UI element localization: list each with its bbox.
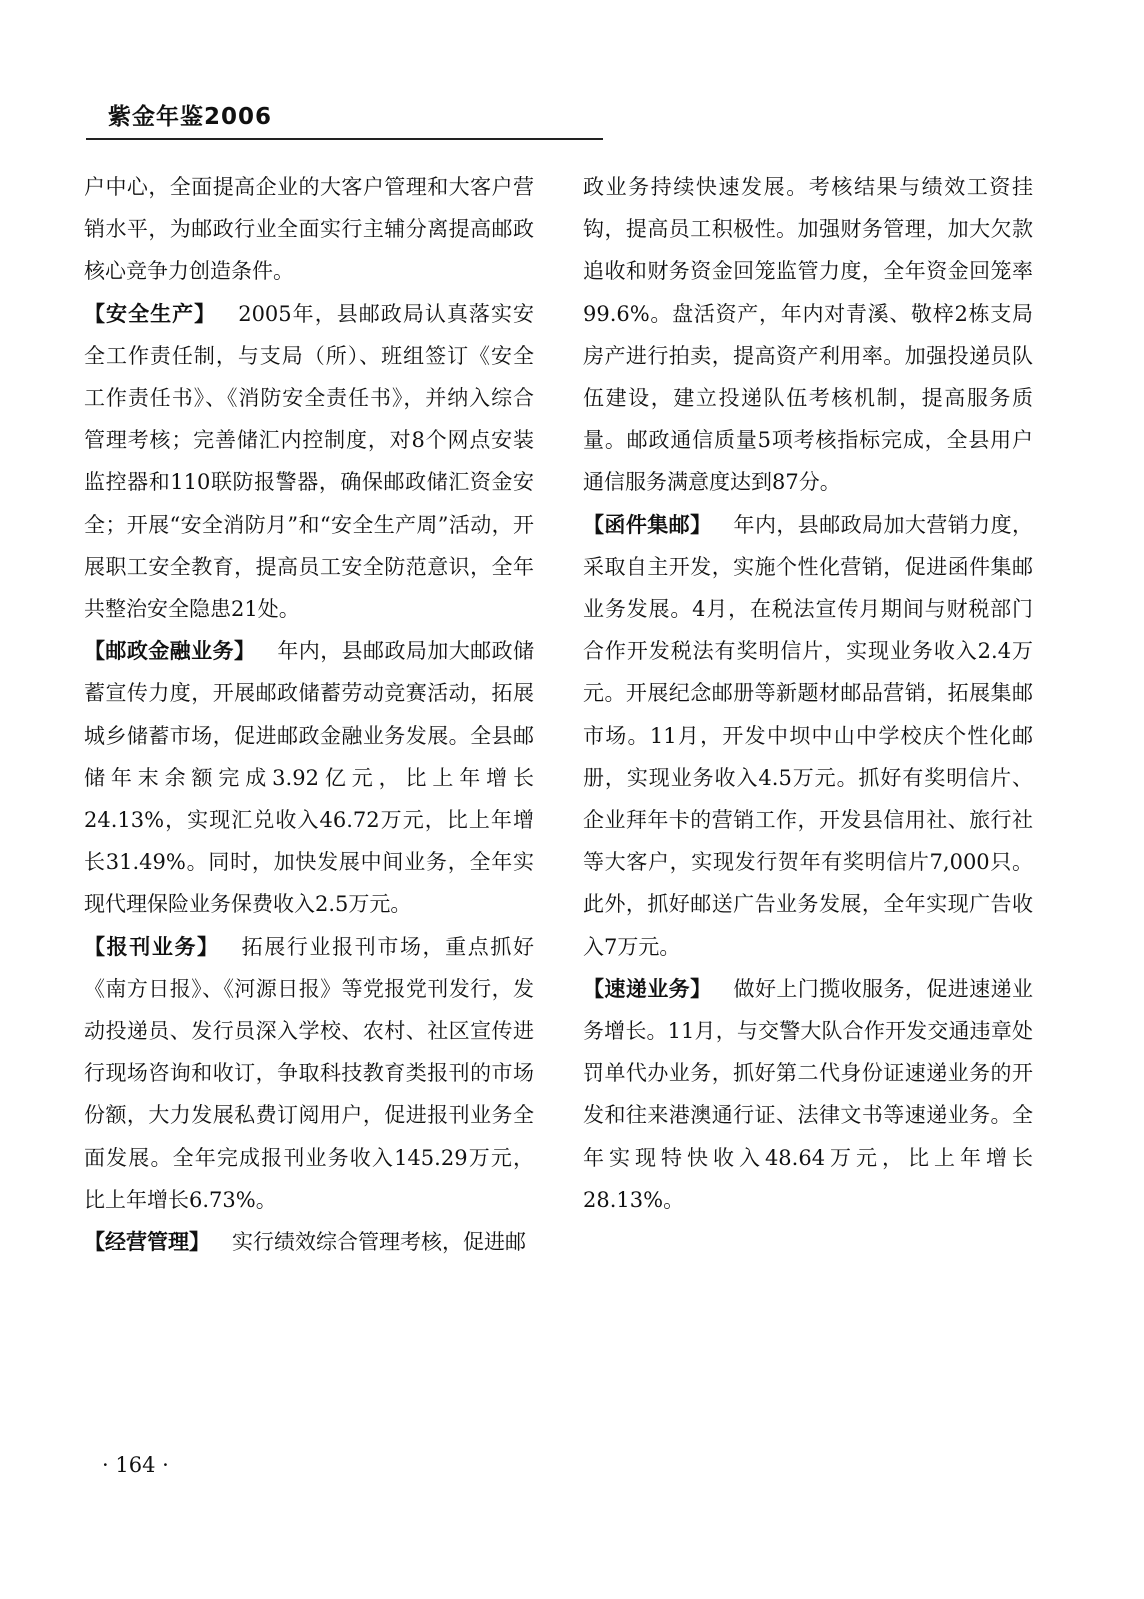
left-column (84, 166, 534, 1263)
paragraph-text: 年内，县邮政局加大营销力度，采取自主开发，实施个性化营销，促进函件集邮业务发展。4月，在税法宣传月期间与财税部门合作开发税法有奖明信片，实现业务收入2.4万元。开展纪念邮册等新题材邮品营销，拓展集邮市场。11月，开发中坝中山中学校庆个性化邮册，实现业务收入4.5万元。抓好有奖明信片、企业拜年卡的营销工作，开发县信用社、旅行社等大客户，实现发行贺年有奖明信片7,000只。此外，抓好邮送广告业务发展，全年实现广告收入7万元。 (583, 512, 1034, 959)
paragraph (84, 630, 534, 925)
section-heading: 【速递业务】 (583, 976, 712, 1001)
paragraph-text: 拓展行业报刊市场，重点抓好《南方日报》、《河源日报》等党报党刊发行，发动投递员、发行员深入学校、农村、社区宣传进行现场咨询和收订，争取科技教育类报刊的市场份额，大力发展私费订阅用户，促进报刊业务全面发展。全年完成报刊业务收入145.29万元，比上年增长6.73%。 (84, 934, 535, 1212)
paragraph (583, 166, 1033, 504)
paragraph-text: 做好上门揽收服务，促进速递业务增长。11月，与交警大队合作开发交通违章处罚单代办业务，抓好第二代身份证速递业务的开发和往来港澳通行证、法律文书等速递业务。全年实现特快收入48.64万元，比上年增长28.13%。 (583, 976, 1034, 1212)
paragraph-text: 实行绩效综合管理考核，促进邮 (232, 1230, 526, 1255)
running-header-title: 紫金年鉴2006 (108, 104, 273, 130)
header-rule (86, 138, 603, 140)
section-heading: 【邮政金融业务】 (84, 639, 256, 664)
paragraph (84, 1221, 534, 1263)
section-heading: 【经营管理】 (84, 1230, 210, 1255)
section-heading: 【函件集邮】 (583, 512, 712, 537)
paragraph-text: 年内，县邮政局加大邮政储蓄宣传力度，开展邮政储蓄劳动竞赛活动，拓展城乡储蓄市场，促进邮政金融业务发展。全县邮储年末余额完成3.92亿元，比上年增长24.13%，实现汇兑收入46.72万元，比上年增长31.49%。同时，加快发展中间业务，全年实现代理保险业务保费收入2.5万元。 (84, 639, 535, 917)
page-number: · 164 · (102, 1453, 169, 1477)
paragraph (84, 293, 534, 631)
paragraph-text: 政业务持续快速发展。考核结果与绩效工资挂钩，提高员工积极性。加强财务管理，加大欠款追收和财务资金回笼监管力度，全年资金回笼率99.6%。盘活资产，年内对青溪、敬梓2栋支局房产进行拍卖，提高资产利用率。加强投递员队伍建设，建立投递队伍考核机制，提高服务质量。邮政通信质量5项考核指标完成，全县用户通信服务满意度达到87分。 (583, 175, 1033, 495)
section-heading: 【报刊业务】 (84, 934, 220, 959)
right-column (583, 166, 1033, 1221)
section-heading: 【安全生产】 (84, 301, 217, 326)
paragraph-text: 户中心，全面提高企业的大客户管理和大客户营销水平，为邮政行业全面实行主辅分离提高邮政核心竞争力创造条件。 (84, 175, 534, 284)
paragraph (84, 166, 534, 293)
paragraph-text: 2005年，县邮政局认真落实安全工作责任制，与支局（所）、班组签订《安全工作责任书》、《消防安全责任书》，并纳入综合管理考核；完善储汇内控制度，对8个网点安装监控器和110联防报警器，确保邮政储汇资金安全；开展“安全消防月”和“安全生产周”活动，开展职工安全教育，提高员工安全防范意识，全年共整治安全隐患21处。 (84, 301, 534, 622)
paragraph (583, 504, 1033, 968)
paragraph (84, 926, 534, 1221)
paragraph (583, 968, 1033, 1221)
